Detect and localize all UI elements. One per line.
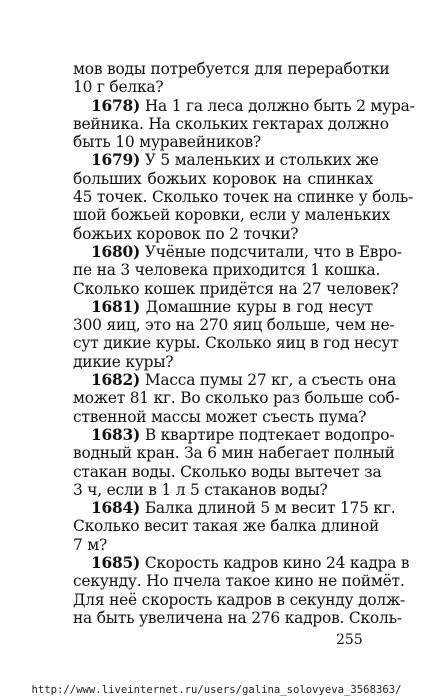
problem-number: 1682) <box>91 371 141 390</box>
line-text: 7 м? <box>73 535 108 554</box>
line-text: Для неё скорость кадров в секунду долж- <box>73 590 405 609</box>
problem-number: 1680) <box>91 242 141 261</box>
line-text: пе на 3 человека приходится 1 кошка. <box>73 261 381 280</box>
line-text: на быть увеличена на 276 кадров. Сколь- <box>73 608 402 627</box>
text-line <box>73 279 399 298</box>
problem-first-line <box>73 298 373 316</box>
problem-first-line <box>73 151 379 170</box>
text-line <box>73 353 373 371</box>
problem-number: 1684) <box>91 499 141 518</box>
line-text: Масса пумы 27 кг, а съесть она <box>140 371 397 390</box>
text-line <box>73 334 399 353</box>
line-text: больших божьих коровок на спинках <box>73 169 373 188</box>
text-line <box>73 590 405 609</box>
text-line <box>73 78 373 96</box>
problem-first-line <box>73 554 410 573</box>
line-text: Сколько кошек придётся на 27 человек? <box>73 279 399 298</box>
book-page-text <box>73 60 415 627</box>
problem-first-line <box>73 371 397 390</box>
line-text: быть 10 муравейников? <box>73 133 261 152</box>
line-text: Учёные подсчитали, что в Евро- <box>140 242 402 261</box>
line-text: ственной массы может съесть пума? <box>73 407 367 426</box>
text-line <box>73 206 391 225</box>
problem-number: 1681) <box>91 297 141 316</box>
line-text: шой божьей коровки, если у маленьких <box>73 206 391 225</box>
problem-number: 1678) <box>91 96 141 115</box>
text-line <box>73 316 395 335</box>
line-text: сут дикие куры. Сколько яиц в год несут <box>73 334 399 353</box>
line-text: мов воды потребуется для переработки <box>73 60 390 78</box>
text-line <box>73 408 373 426</box>
problem-number: 1679) <box>91 151 141 170</box>
problem-first-line <box>73 242 402 261</box>
page-number: 255 <box>336 632 363 648</box>
text-line <box>73 170 373 188</box>
line-text: 10 г белка? <box>73 78 164 97</box>
text-line <box>73 261 381 280</box>
text-line <box>73 462 382 481</box>
text-line <box>73 114 389 133</box>
text-line <box>73 608 402 627</box>
problem-first-line <box>73 96 415 115</box>
text-line <box>73 389 400 408</box>
text-line <box>73 572 405 591</box>
text-line <box>73 133 373 151</box>
line-text: божьих коровок по 2 точки? <box>73 224 299 243</box>
problem-first-line <box>73 499 396 518</box>
line-text: Сколько весит такая же балка длиной <box>73 517 380 536</box>
line-text: вейника. На скольких гектарах должно <box>73 114 389 133</box>
line-text: водный кран. За 6 мин набегает полный <box>73 444 395 463</box>
text-line <box>73 60 390 78</box>
line-text: Домашние куры в год несут <box>140 297 373 316</box>
text-line <box>73 444 395 463</box>
line-text: 3 ч, если в 1 л 5 стаканов воды? <box>73 480 328 499</box>
line-text: Скорость кадров кино 24 кадра в <box>140 554 410 573</box>
line-text: секунду. Но пчела такое кино не поймёт. <box>73 572 405 591</box>
text-line <box>73 517 380 536</box>
line-text: стакан воды. Сколько воды вытечет за <box>73 462 382 481</box>
text-line <box>73 188 414 207</box>
problem-first-line <box>73 425 395 444</box>
text-line <box>73 225 373 243</box>
line-text: может 81 кг. Во сколько раз больше соб- <box>73 389 400 408</box>
line-text: 45 точек. Сколько точек на спинке у боль- <box>73 188 414 207</box>
line-text: Балка длиной 5 м весит 175 кг. <box>140 499 396 518</box>
line-text: дикие куры? <box>73 352 174 371</box>
source-url-watermark: http://www.liveinternet.ru/users/galina_solovyeva_3568363/ <box>31 684 402 696</box>
problem-number: 1683) <box>91 425 141 444</box>
text-line <box>73 536 373 554</box>
problem-number: 1685) <box>91 554 141 573</box>
line-text: На 1 га леса должно быть 2 мура- <box>140 96 415 115</box>
line-text: У 5 маленьких и стольких же <box>140 151 379 170</box>
line-text: 300 яиц, это на 270 яиц больше, чем не- <box>73 316 395 335</box>
line-text: В квартире подтекает водопро- <box>140 425 395 444</box>
text-line <box>73 481 373 499</box>
